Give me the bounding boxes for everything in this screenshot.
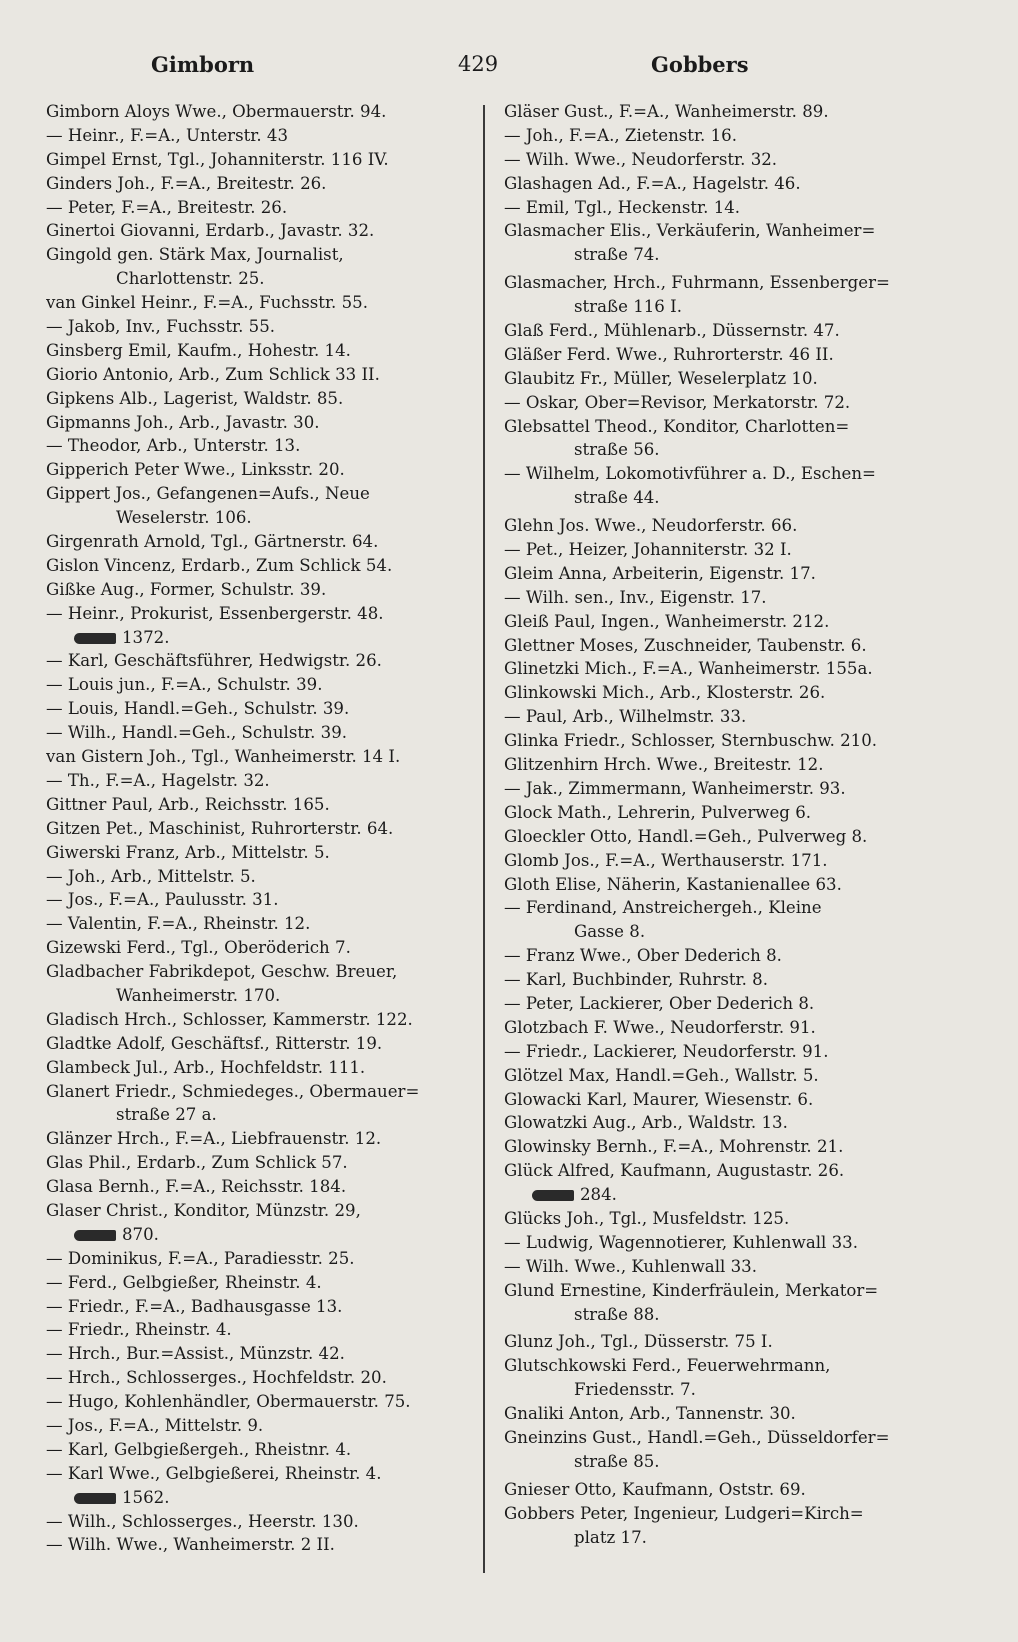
entry-continuation (46, 1103, 486, 1127)
directory-entry (46, 745, 486, 769)
phone-entry (46, 1223, 486, 1247)
directory-entry (504, 849, 944, 873)
directory-entry (504, 319, 944, 343)
directory-entry (46, 1080, 486, 1104)
directory-entry (504, 100, 944, 124)
entry-text: — Louis, Handl.=Geh., Schulstr. 39. (46, 699, 350, 719)
directory-entry (504, 753, 944, 777)
directory-entry (46, 434, 486, 458)
telephone-icon (532, 1190, 574, 1201)
directory-entry (46, 387, 486, 411)
directory-entry (504, 681, 944, 705)
entry-text: — Louis jun., F.=A., Schulstr. 39. (46, 675, 323, 695)
phone-entry (46, 1486, 486, 1510)
entry-text: Gipperich Peter Wwe., Linksstr. 20. (46, 460, 345, 480)
entry-text: Glanert Friedr., Schmiedeges., Obermauer= (46, 1081, 420, 1101)
directory-entry (46, 793, 486, 817)
entry-text: straße 27 a. (116, 1105, 217, 1125)
directory-entry (504, 271, 944, 295)
directory-entry (46, 1390, 486, 1414)
directory-entry (46, 1438, 486, 1462)
header-first-entry: Gimborn (151, 52, 255, 77)
directory-entry (504, 1402, 944, 1426)
entry-text: — Karl, Gelbgießergeh., Rheistnr. 4. (46, 1439, 352, 1459)
entry-text: — Hrch., Bur.=Assist., Münzstr. 42. (46, 1344, 345, 1364)
entry-text: 284. (580, 1185, 617, 1205)
entry-text: Glock Math., Lehrerin, Pulverweg 6. (504, 802, 812, 822)
entry-text: Gladisch Hrch., Schlosser, Kammerstr. 122. (46, 1009, 413, 1029)
directory-entry (504, 415, 944, 439)
entry-text: Glowatzki Aug., Arb., Waldstr. 13. (504, 1113, 788, 1133)
entry-text: — Ferdinand, Anstreichergeh., Kleine (504, 898, 822, 918)
entry-text: Gizewski Ferd., Tgl., Oberöderich 7. (46, 938, 351, 958)
directory-entry (46, 865, 486, 889)
directory-entry (46, 148, 486, 172)
entry-text: Ginsberg Emil, Kaufm., Hohestr. 14. (46, 340, 351, 360)
entry-text: Giorio Antonio, Arb., Zum Schlick 33 II. (46, 364, 380, 384)
entry-text: Glowinsky Bernh., F.=A., Mohrenstr. 21. (504, 1137, 844, 1157)
entry-text: — Karl Wwe., Gelbgießerei, Rheinstr. 4. (46, 1463, 382, 1483)
directory-entry (46, 100, 486, 124)
directory-entry (46, 1056, 486, 1080)
entry-text: straße 85. (574, 1451, 660, 1471)
entry-text: Glehn Jos. Wwe., Neudorferstr. 66. (504, 516, 798, 536)
entry-continuation (46, 984, 486, 1008)
directory-entry (46, 243, 486, 267)
directory-entry (46, 578, 486, 602)
directory-entry (46, 1533, 486, 1557)
entry-text: straße 116 I. (574, 297, 682, 317)
entry-text: — Heinr., F.=A., Unterstr. 43 (46, 125, 289, 145)
entry-text: — Peter, F.=A., Breitestr. 26. (46, 197, 288, 217)
directory-entry (504, 391, 944, 415)
entry-text: — Friedr., F.=A., Badhausgasse 13. (46, 1296, 343, 1316)
entry-text: Gipkens Alb., Lagerist, Waldstr. 85. (46, 388, 344, 408)
directory-entry (504, 801, 944, 825)
entry-text: Gipmanns Joh., Arb., Javastr. 30. (46, 412, 320, 432)
directory-entry (46, 960, 486, 984)
directory-entry (46, 697, 486, 721)
directory-entry (504, 992, 944, 1016)
directory-entry (46, 530, 486, 554)
entry-text: Girgenrath Arnold, Tgl., Gärtnerstr. 64. (46, 532, 379, 552)
entry-text: Glasmacher Elis., Verkäuferin, Wanheimer= (504, 221, 876, 241)
entry-text: Gimpel Ernst, Tgl., Johanniterstr. 116 IV. (46, 149, 389, 169)
directory-entry (46, 315, 486, 339)
directory-entry (46, 1127, 486, 1151)
directory-entry (46, 291, 486, 315)
directory-entry (504, 514, 944, 538)
directory-entry (46, 1366, 486, 1390)
directory-entry (504, 1502, 944, 1526)
entry-text: Ginders Joh., F.=A., Breitestr. 26. (46, 173, 327, 193)
directory-entry (46, 1295, 486, 1319)
entry-text: — Jos., F.=A., Mittelstr. 9. (46, 1415, 264, 1435)
entry-text: Ginertoi Giovanni, Erdarb., Javastr. 32. (46, 221, 375, 241)
entry-text: Glasa Bernh., F.=A., Reichsstr. 184. (46, 1177, 347, 1197)
entry-text: — Friedr., Rheinstr. 4. (46, 1320, 232, 1340)
directory-entry (504, 705, 944, 729)
entry-text: Charlottenstr. 25. (116, 269, 265, 289)
directory-entry (504, 1255, 944, 1279)
directory-entry (504, 1231, 944, 1255)
entry-continuation (46, 267, 486, 291)
entry-text: — Joh., F.=A., Zietenstr. 16. (504, 125, 737, 145)
entry-text: — Wilh., Schlosserges., Heerstr. 130. (46, 1511, 359, 1531)
entry-text: Weselerstr. 106. (116, 508, 252, 528)
entry-continuation (504, 295, 944, 319)
directory-entry (46, 1199, 486, 1223)
entry-text: Glasmacher, Hrch., Fuhrmann, Essenberger= (504, 273, 890, 293)
directory-entry (504, 777, 944, 801)
entry-text: Gläßer Ferd. Wwe., Ruhrorterstr. 46 II. (504, 344, 834, 364)
entry-text: — Joh., Arb., Mittelstr. 5. (46, 866, 256, 886)
entry-text: — Heinr., Prokurist, Essenbergerstr. 48. (46, 603, 384, 623)
directory-entry (46, 1318, 486, 1342)
directory-entry (46, 363, 486, 387)
entry-text: Gittner Paul, Arb., Reichsstr. 165. (46, 794, 330, 814)
right-column (504, 100, 944, 1549)
entry-text: Gislon Vincenz, Erdarb., Zum Schlick 54. (46, 555, 393, 575)
entry-text: — Valentin, F.=A., Rheinstr. 12. (46, 914, 311, 934)
directory-entry (504, 1478, 944, 1502)
entry-text: Glomb Jos., F.=A., Werthauserstr. 171. (504, 850, 828, 870)
directory-entry (46, 482, 486, 506)
entry-text: Giwerski Franz, Arb., Mittelstr. 5. (46, 842, 330, 862)
directory-entry (46, 936, 486, 960)
entry-text: Gladbacher Fabrikdepot, Geschw. Breuer, (46, 962, 398, 982)
directory-entry (46, 1032, 486, 1056)
entry-text: Gnieser Otto, Kaufmann, Oststr. 69. (504, 1479, 806, 1499)
column-divider (483, 105, 485, 1573)
entry-text: — Wilh. Wwe., Neudorferstr. 32. (504, 149, 778, 169)
directory-entry (46, 1008, 486, 1032)
directory-entry (46, 649, 486, 673)
entry-text: — Karl, Geschäftsführer, Hedwigstr. 26. (46, 651, 382, 671)
directory-entry (504, 1040, 944, 1064)
entry-text: — Peter, Lackierer, Ober Dederich 8. (504, 993, 815, 1013)
directory-entry (46, 1462, 486, 1486)
entry-text: Gißke Aug., Former, Schulstr. 39. (46, 579, 327, 599)
entry-text: Gläser Gust., F.=A., Wanheimerstr. 89. (504, 102, 829, 121)
entry-text: — Th., F.=A., Hagelstr. 32. (46, 770, 270, 790)
entry-text: — Hugo, Kohlenhändler, Obermauerstr. 75. (46, 1392, 411, 1412)
entry-text: Glas Phil., Erdarb., Zum Schlick 57. (46, 1153, 348, 1173)
entry-text: Glaß Ferd., Mühlenarb., Düssernstr. 47. (504, 321, 840, 341)
directory-entry (504, 538, 944, 562)
directory-entry (504, 219, 944, 243)
directory-entry (46, 458, 486, 482)
entry-text: — Jos., F.=A., Paulusstr. 31. (46, 890, 279, 910)
directory-entry (504, 124, 944, 148)
entry-text: — Wilhelm, Lokomotivführer a. D., Eschen= (504, 464, 876, 484)
directory-entry (504, 1159, 944, 1183)
entry-continuation (504, 1526, 944, 1550)
entry-text: Gloeckler Otto, Handl.=Geh., Pulverweg 8. (504, 826, 868, 846)
entry-text: — Emil, Tgl., Heckenstr. 14. (504, 197, 741, 217)
directory-entry (504, 634, 944, 658)
entry-text: — Wilh. Wwe., Wanheimerstr. 2 II. (46, 1535, 335, 1555)
entry-text: Glaubitz Fr., Müller, Weselerplatz 10. (504, 368, 818, 388)
directory-entry (46, 339, 486, 363)
entry-text: Glinetzki Mich., F.=A., Wanheimerstr. 155a. (504, 659, 873, 679)
phone-entry (504, 1183, 944, 1207)
directory-entry (46, 219, 486, 243)
page-number: 429 (458, 52, 499, 76)
directory-entry (46, 912, 486, 936)
entry-text: Glunz Joh., Tgl., Düsserstr. 75 I. (504, 1332, 773, 1352)
entry-text: Glinkowski Mich., Arb., Klosterstr. 26. (504, 683, 826, 703)
entry-text: Glotzbach F. Wwe., Neudorferstr. 91. (504, 1017, 816, 1037)
entry-text: Glambeck Jul., Arb., Hochfeldstr. 111. (46, 1057, 366, 1077)
entry-text: — Ferd., Gelbgießer, Rheinstr. 4. (46, 1272, 322, 1292)
directory-entry (46, 888, 486, 912)
entry-text: straße 74. (574, 245, 660, 265)
entry-continuation (504, 486, 944, 510)
entry-text: Gobbers Peter, Ingenieur, Ludgeri=Kirch= (504, 1503, 864, 1523)
directory-entry (504, 729, 944, 753)
entry-text: Gasse 8. (574, 922, 646, 942)
directory-entry (504, 1135, 944, 1159)
entry-text: Glitzenhirn Hrch. Wwe., Breitestr. 12. (504, 755, 824, 775)
phone-entry (46, 626, 486, 650)
directory-entry (46, 1151, 486, 1175)
entry-text: — Paul, Arb., Wilhelmstr. 33. (504, 707, 747, 727)
telephone-icon (74, 633, 116, 644)
entry-text: Gleim Anna, Arbeiterin, Eigenstr. 17. (504, 563, 816, 583)
entry-text: 1372. (122, 627, 170, 647)
directory-entry (504, 1330, 944, 1354)
directory-entry (504, 462, 944, 486)
entry-continuation (504, 243, 944, 267)
telephone-icon (74, 1230, 116, 1241)
directory-entry (504, 1088, 944, 1112)
entry-text: — Hrch., Schlosserges., Hochfeldstr. 20. (46, 1368, 387, 1388)
entry-continuation (46, 506, 486, 530)
entry-text: Gnaliki Anton, Arb., Tannenstr. 30. (504, 1404, 796, 1424)
directory-entry (504, 657, 944, 681)
entry-text: Glebsattel Theod., Konditor, Charlotten= (504, 416, 850, 436)
directory-entry (46, 1247, 486, 1271)
directory-entry (504, 1207, 944, 1231)
directory-entry (504, 586, 944, 610)
directory-entry (504, 562, 944, 586)
entry-text: Gloth Elise, Näherin, Kastanienallee 63. (504, 874, 842, 894)
directory-entry (46, 721, 486, 745)
entry-text: Glücks Joh., Tgl., Musfeldstr. 125. (504, 1208, 790, 1228)
entry-text: straße 88. (574, 1304, 660, 1324)
directory-entry (46, 196, 486, 220)
entry-text: platz 17. (574, 1527, 647, 1547)
entry-text: Glück Alfred, Kaufmann, Augustastr. 26. (504, 1161, 845, 1181)
directory-entry (46, 817, 486, 841)
entry-text: 1562. (122, 1487, 170, 1507)
entry-text: van Ginkel Heinr., F.=A., Fuchsstr. 55. (46, 293, 368, 313)
entry-continuation (504, 1450, 944, 1474)
directory-entry (504, 148, 944, 172)
entry-text: — Wilh., Handl.=Geh., Schulstr. 39. (46, 723, 348, 743)
entry-text: — Karl, Buchbinder, Ruhrstr. 8. (504, 970, 768, 990)
entry-text: Glötzel Max, Handl.=Geh., Wallstr. 5. (504, 1065, 819, 1085)
directory-entry (46, 124, 486, 148)
directory-entry (46, 1271, 486, 1295)
directory-entry (46, 769, 486, 793)
entry-text: — Wilh. Wwe., Kuhlenwall 33. (504, 1256, 757, 1276)
entry-text: straße 56. (574, 440, 660, 460)
entry-text: — Friedr., Lackierer, Neudorferstr. 91. (504, 1041, 829, 1061)
directory-entry (504, 1111, 944, 1135)
entry-text: — Jakob, Inv., Fuchsstr. 55. (46, 317, 276, 337)
left-column (46, 100, 486, 1557)
directory-entry (504, 1354, 944, 1378)
directory-entry (46, 172, 486, 196)
directory-entry (504, 1016, 944, 1040)
entry-text: Glänzer Hrch., F.=A., Liebfrauenstr. 12. (46, 1129, 382, 1149)
page-header (46, 52, 980, 92)
entry-text: Gippert Jos., Gefangenen=Aufs., Neue (46, 484, 370, 504)
entry-text: — Wilh. sen., Inv., Eigenstr. 17. (504, 587, 767, 607)
directory-entry (504, 1064, 944, 1088)
directory-entry (504, 873, 944, 897)
directory-entry (504, 968, 944, 992)
entry-text: Wanheimerstr. 170. (116, 985, 281, 1005)
directory-entry (504, 367, 944, 391)
directory-entry (46, 841, 486, 865)
entry-text: 870. (122, 1224, 159, 1244)
entry-continuation (504, 1378, 944, 1402)
entry-text: van Gistern Joh., Tgl., Wanheimerstr. 14 I. (46, 747, 401, 767)
entry-text: Glettner Moses, Zuschneider, Taubenstr. 6. (504, 635, 867, 655)
header-last-entry: Gobbers (651, 52, 749, 77)
directory-entry (504, 172, 944, 196)
directory-entry (504, 610, 944, 634)
entry-text: — Ludwig, Wagennotierer, Kuhlenwall 33. (504, 1232, 858, 1252)
entry-text: Glinka Friedr., Schlosser, Sternbuschw. 210. (504, 731, 878, 751)
entry-text: Gleiß Paul, Ingen., Wanheimerstr. 212. (504, 611, 830, 631)
entry-text: Glutschkowski Ferd., Feuerwehrmann, (504, 1356, 831, 1376)
directory-entry (46, 673, 486, 697)
entry-text: — Oskar, Ober=Revisor, Merkatorstr. 72. (504, 392, 851, 412)
directory-entry (46, 602, 486, 626)
directory-entry (504, 1426, 944, 1450)
entry-text: Gladtke Adolf, Geschäftsf., Ritterstr. 19. (46, 1033, 383, 1053)
entry-text: Glund Ernestine, Kinderfräulein, Merkator= (504, 1280, 879, 1300)
directory-entry (504, 196, 944, 220)
entry-text: Friedensstr. 7. (574, 1380, 696, 1400)
directory-entry (504, 944, 944, 968)
directory-entry (46, 1342, 486, 1366)
entry-text: straße 44. (574, 488, 660, 508)
telephone-icon (74, 1493, 116, 1504)
entry-continuation (504, 438, 944, 462)
entry-text: — Theodor, Arb., Unterstr. 13. (46, 436, 301, 456)
entry-text: — Franz Wwe., Ober Dederich 8. (504, 946, 782, 966)
entry-text: Gitzen Pet., Maschinist, Ruhrorterstr. 64. (46, 818, 394, 838)
directory-entry (46, 554, 486, 578)
directory-entry (504, 343, 944, 367)
entry-text: Glashagen Ad., F.=A., Hagelstr. 46. (504, 173, 801, 193)
entry-text: Glaser Christ., Konditor, Münzstr. 29, (46, 1200, 361, 1220)
entry-text: Gingold gen. Stärk Max, Journalist, (46, 245, 344, 265)
directory-entry (46, 1510, 486, 1534)
directory-entry (504, 825, 944, 849)
entry-text: Glowacki Karl, Maurer, Wiesenstr. 6. (504, 1089, 814, 1109)
entry-text: — Dominikus, F.=A., Paradiesstr. 25. (46, 1248, 355, 1268)
directory-entry (46, 1175, 486, 1199)
directory-entry (504, 1279, 944, 1303)
entry-text: Gimborn Aloys Wwe., Obermauerstr. 94. (46, 102, 387, 121)
directory-entry (504, 896, 944, 920)
directory-entry (46, 411, 486, 435)
entry-continuation (504, 1303, 944, 1327)
entry-text: — Pet., Heizer, Johanniterstr. 32 I. (504, 540, 792, 560)
entry-text: — Jak., Zimmermann, Wanheimerstr. 93. (504, 778, 846, 798)
entry-continuation (504, 920, 944, 944)
directory-entry (46, 1414, 486, 1438)
entry-text: Gneinzins Gust., Handl.=Geh., Düsseldorfer= (504, 1427, 890, 1447)
